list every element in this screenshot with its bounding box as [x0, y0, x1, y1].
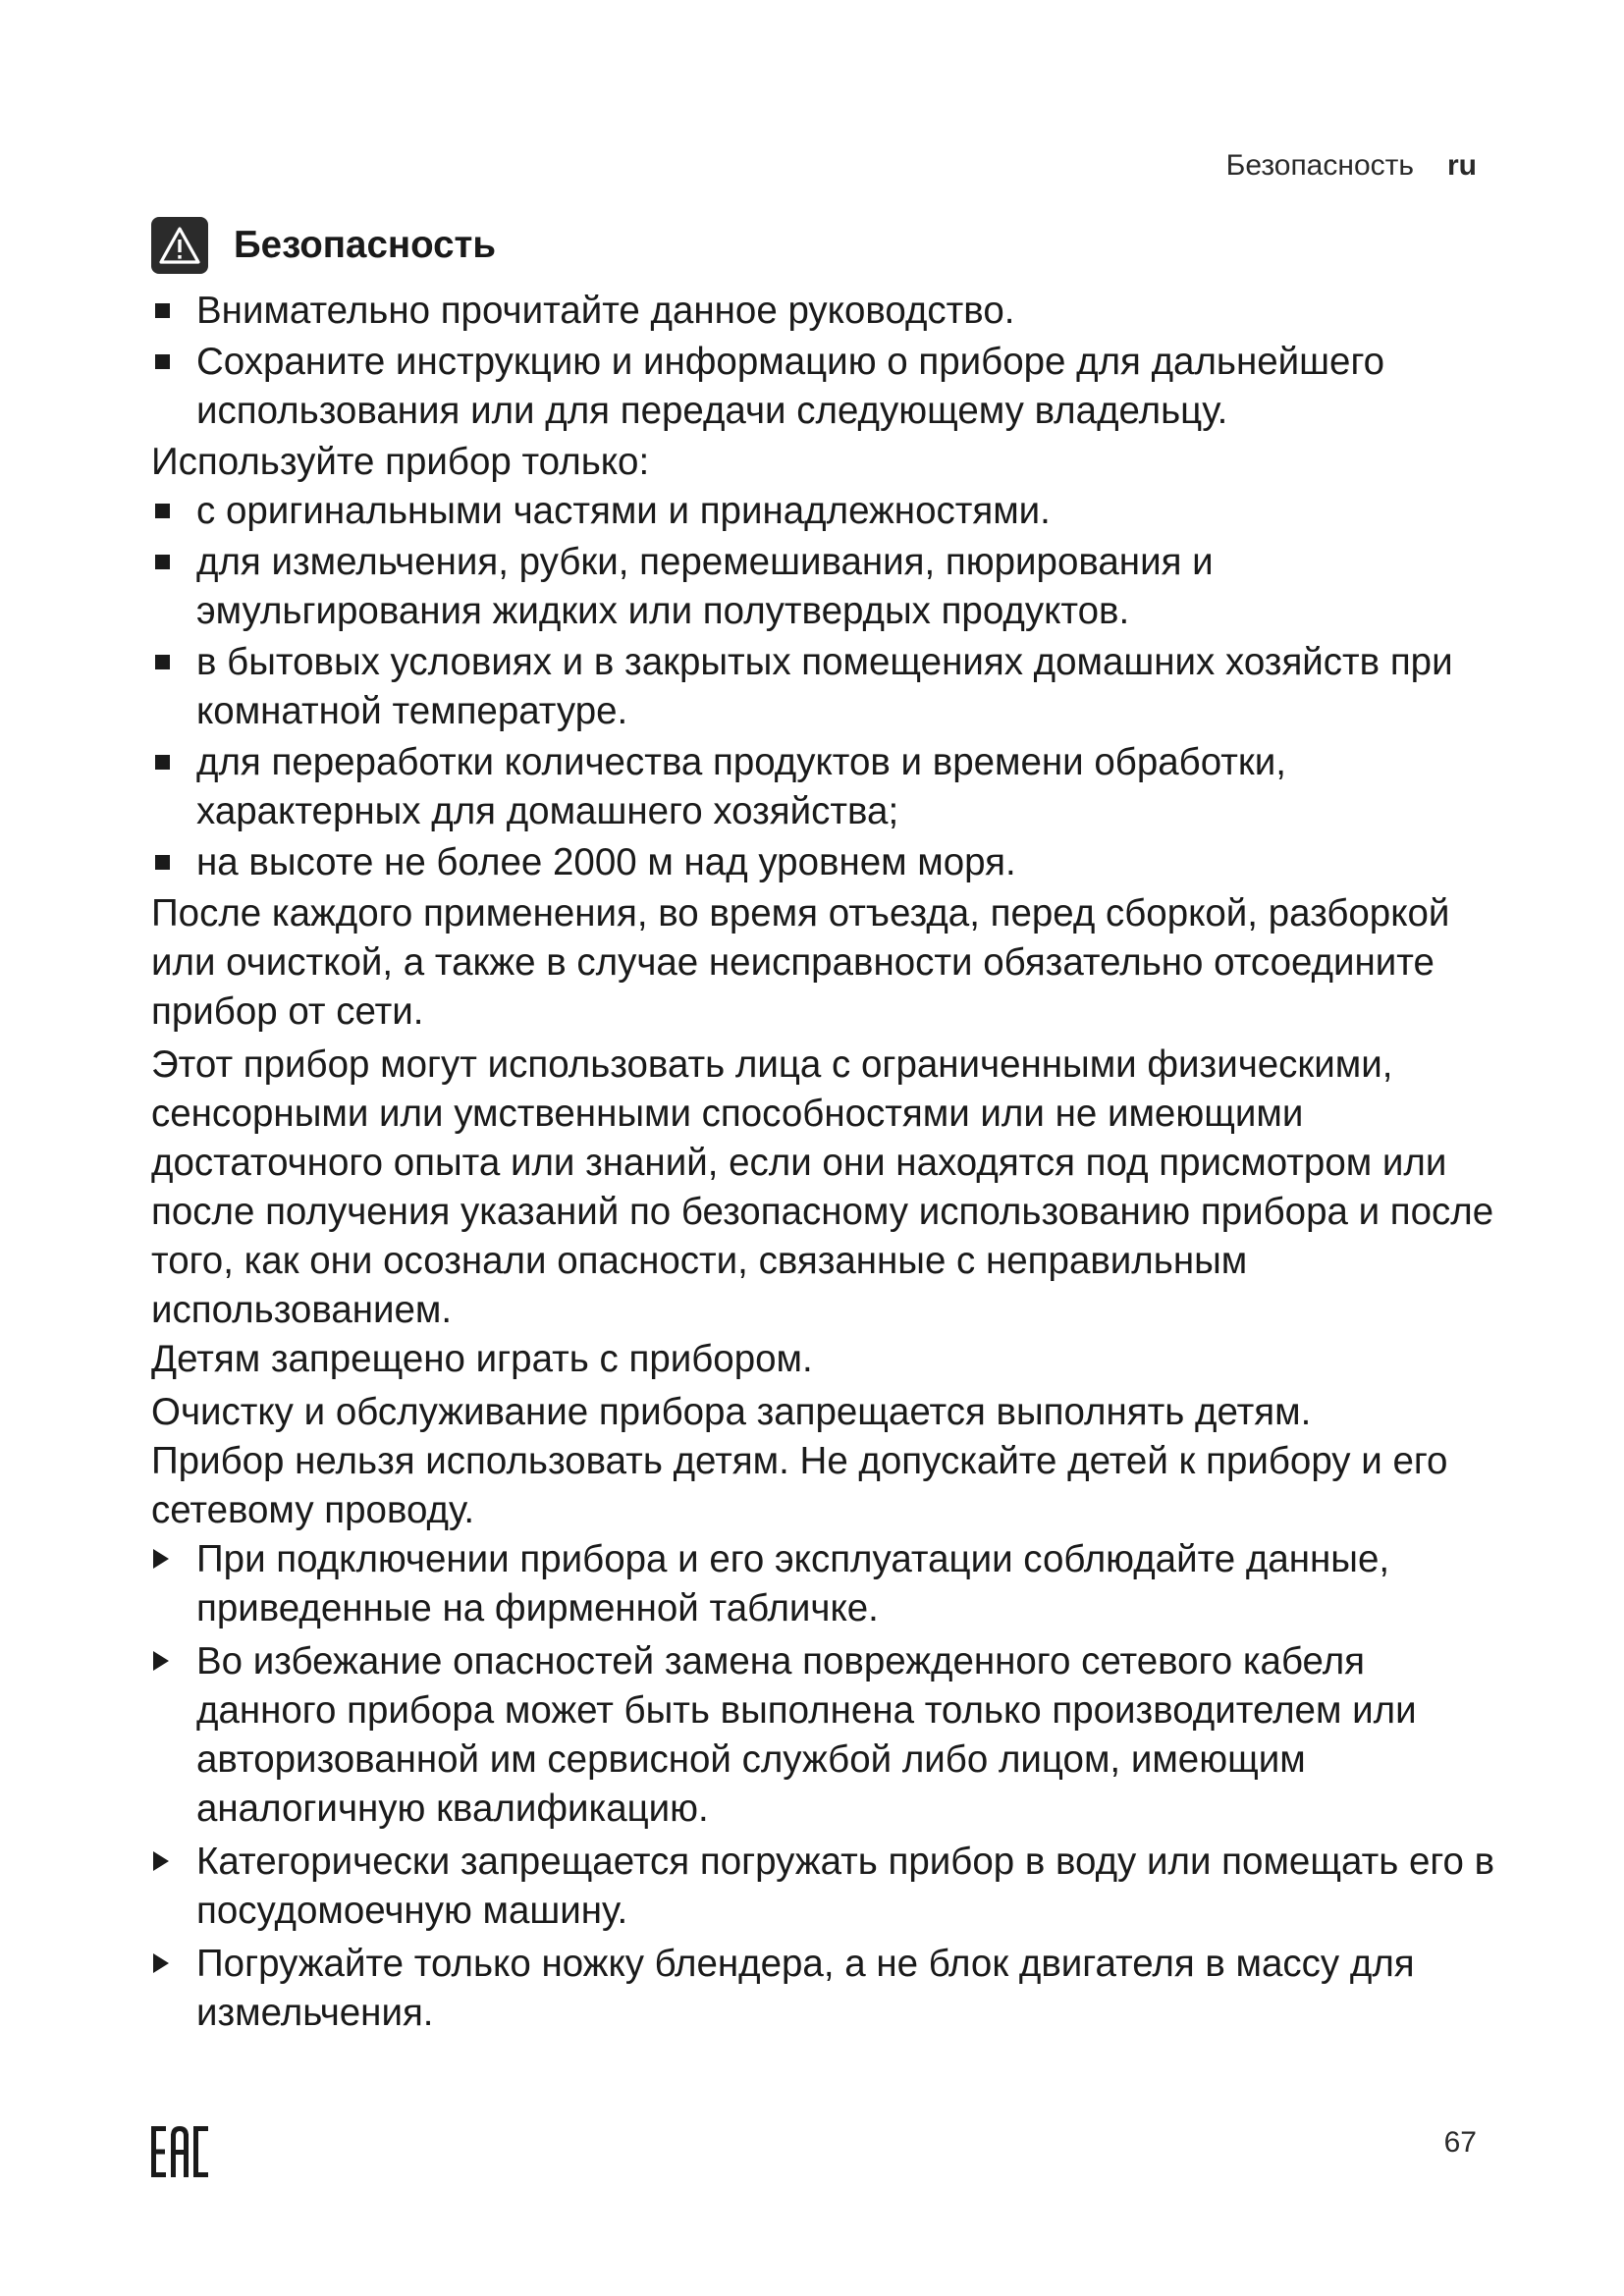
square-bullet-icon [155, 555, 170, 569]
instruction-text: Погружайте только ножку блендера, а не блок двигателя в массу для измельчения. [196, 1943, 1415, 2034]
instruction-text: Во избежание опасностей замена поврежденного сетевого кабеля данного прибора может быть выполнена только производителем или авторизованной им сервисной службой либо лицом, имеющим аналогичную квалификацию. [196, 1640, 1417, 1830]
list-item [151, 538, 1506, 636]
square-bullet-icon [155, 354, 170, 369]
instructions-list [151, 1535, 1506, 2038]
list-item-text: для переработки количества продуктов и времени обработки, характерных для домашнего хозяйства; [196, 741, 1286, 832]
paragraph-children-use: Прибор нельзя использовать детям. Не допускайте детей к прибору и его сетевому проводу. [151, 1440, 1448, 1531]
paragraph-children-cleaning: Очистку и обслуживание прибора запрещается выполнять детям. [151, 1391, 1312, 1433]
use-only-heading: Используйте прибор только: [151, 441, 650, 483]
instruction-item [151, 1838, 1506, 1936]
square-bullet-icon [155, 504, 170, 518]
list-item-text: Внимательно прочитайте данное руководство. [196, 290, 1015, 332]
list-item-text: Сохраните инструкцию и информацию о приборе для дальнейшего использования или для передачи следующему владельцу. [196, 341, 1385, 432]
square-bullet-icon [155, 655, 170, 669]
square-bullet-icon [155, 303, 170, 318]
instruction-text: При подключении прибора и его эксплуатации соблюдайте данные, приведенные на фирменной табличке. [196, 1538, 1390, 1629]
instruction-item [151, 1637, 1506, 1834]
section-heading [151, 216, 1506, 275]
arrow-bullet-icon [153, 1851, 169, 1871]
square-bullet-icon [155, 855, 170, 870]
list-item [151, 838, 1506, 887]
instruction-text: Категорически запрещается погружать прибор в воду или помещать его в посудомоечную машину. [196, 1841, 1495, 1932]
warning-triangle-icon [151, 217, 208, 274]
page-number: 67 [1443, 2126, 1477, 2159]
page-content [151, 216, 1506, 2042]
list-item-text: на высоте не более 2000 м над уровнем моря. [196, 841, 1016, 883]
header-section-title: Безопасность [1225, 149, 1414, 182]
list-item-text: для измельчения, рубки, перемешивания, пюрирования и эмульгирования жидких или полутвердых продуктов. [196, 541, 1214, 632]
list-item [151, 638, 1506, 736]
list-item-text: с оригинальными частями и принадлежностями. [196, 490, 1051, 532]
arrow-bullet-icon [153, 1953, 169, 1973]
list-item [151, 738, 1506, 836]
eac-logo [151, 2126, 208, 2182]
list-item [151, 487, 1506, 536]
paragraph-persons: Этот прибор могут использовать лица с ограниченными физическими, сенсорными или умственными способностями или не имеющими достаточного опыта или знаний, если они находятся под присмотром или после получения указаний по безопасному использованию прибора и после того, как они осознали опасности, связанные с неправильным использованием. [151, 1043, 1494, 1331]
header-language-code: ru [1447, 149, 1477, 182]
use-only-list [151, 487, 1506, 887]
paragraph-children-play: Детям запрещено играть с прибором. [151, 1338, 813, 1380]
list-item-text: в бытовых условиях и в закрытых помещениях домашних хозяйств при комнатной температуре. [196, 641, 1453, 732]
square-bullet-icon [155, 755, 170, 770]
paragraph-disconnect: После каждого применения, во время отъезда, перед сборкой, разборкой или очисткой, а также в случае неисправности обязательно отсоедините прибор от сети. [151, 892, 1450, 1033]
arrow-bullet-icon [153, 1651, 169, 1671]
list-item [151, 287, 1506, 336]
intro-list [151, 287, 1506, 436]
section-title: Безопасность [234, 224, 497, 266]
list-item [151, 338, 1506, 436]
arrow-bullet-icon [153, 1549, 169, 1569]
instruction-item [151, 1940, 1506, 2038]
running-header [1226, 149, 1477, 183]
instruction-item [151, 1535, 1506, 1633]
